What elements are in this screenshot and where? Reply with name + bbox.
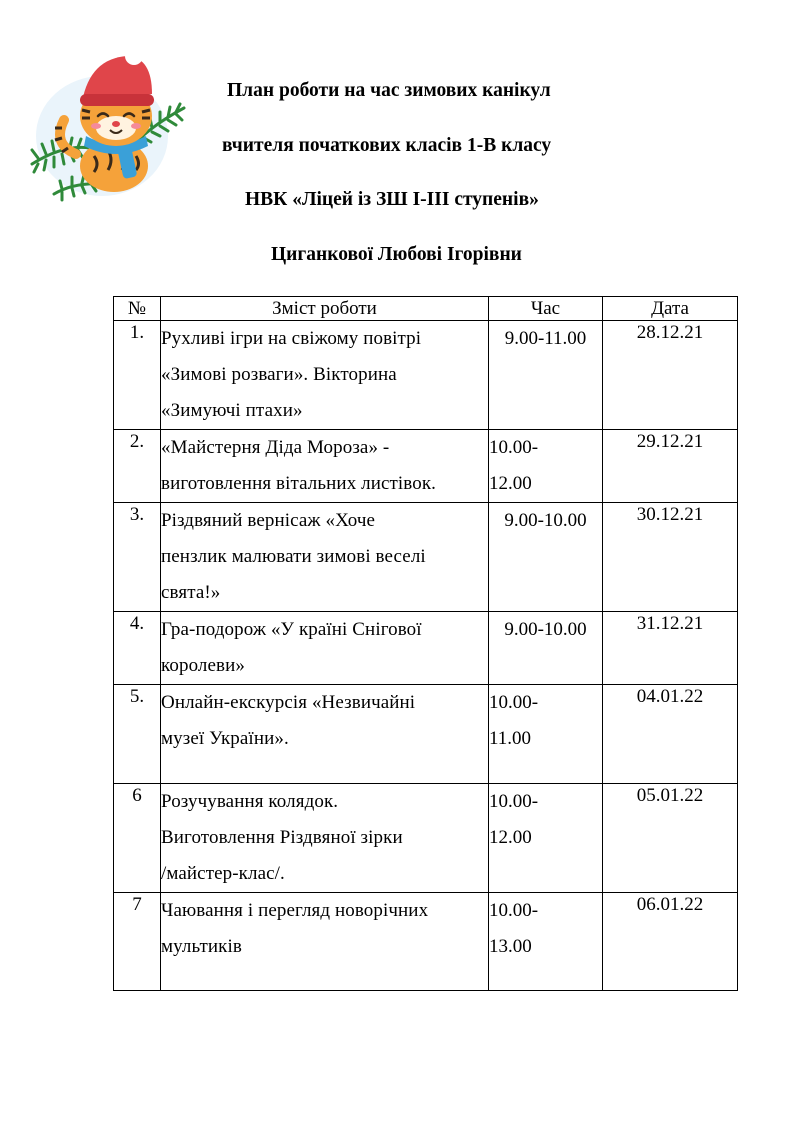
content-line: «Зимуючі птахи»	[161, 400, 303, 421]
time-line: 12.00	[489, 473, 532, 494]
content-line: Рухливі ігри на свіжому повітрі	[161, 328, 422, 349]
row-number: 5.	[114, 685, 161, 784]
row-number: 6	[114, 784, 161, 893]
time-line: 13.00	[489, 936, 532, 957]
header-date: Дата	[603, 297, 738, 321]
table-row	[114, 893, 738, 991]
content-line: мультиків	[161, 936, 242, 957]
time-line: 10.00-	[489, 692, 539, 713]
tiger-in-hat-with-fir-branches-icon	[24, 44, 194, 204]
table-row	[114, 784, 738, 893]
row-content	[161, 784, 489, 893]
content-line: свята!»	[161, 582, 221, 603]
row-number: 1.	[114, 321, 161, 430]
content-line: «Майстерня Діда Мороза» -	[161, 437, 390, 458]
row-date: 28.12.21	[603, 321, 738, 430]
content-line: /майстер-клас/.	[161, 863, 285, 884]
row-number: 7	[114, 893, 161, 991]
row-date: 06.01.22	[603, 893, 738, 991]
row-date: 31.12.21	[603, 612, 738, 685]
table-row	[114, 321, 738, 430]
content-line: виготовлення вітальних листівок.	[161, 473, 437, 494]
content-line: музеї України».	[161, 728, 289, 749]
time-line: 11.00	[489, 728, 532, 749]
work-plan-table	[113, 296, 738, 991]
row-time	[489, 893, 603, 991]
content-line: Різдвяний вернісаж «Хоче	[161, 510, 376, 531]
header-number: №	[114, 297, 161, 321]
row-content	[161, 685, 489, 784]
content-line: «Зимові розваги». Вікторина	[161, 364, 397, 385]
row-content	[161, 430, 489, 503]
row-content	[161, 893, 489, 991]
row-time	[489, 612, 603, 685]
time-line: 10.00-	[489, 791, 539, 812]
row-date: 04.01.22	[603, 685, 738, 784]
row-number: 2.	[114, 430, 161, 503]
tiger-logo	[24, 44, 194, 204]
heading-line-3: НВК «Ліцей із ЗШ І-ІІІ ступенів»	[245, 189, 539, 210]
row-content	[161, 612, 489, 685]
time-line: 12.00	[489, 827, 532, 848]
table-row	[114, 430, 738, 503]
heading-line-1: План роботи на час зимових канікул	[227, 80, 551, 101]
content-line: королеви»	[161, 655, 245, 676]
content-line: Виготовлення Різдвяної зірки	[161, 827, 403, 848]
row-time	[489, 503, 603, 612]
row-content	[161, 503, 489, 612]
heading-line-2: вчителя початкових класів 1-В класу	[222, 135, 552, 156]
time-line: 9.00-11.00	[504, 328, 587, 349]
row-content	[161, 321, 489, 430]
time-line: 10.00-	[489, 900, 539, 921]
row-time	[489, 784, 603, 893]
content-line: Розучування колядок.	[161, 791, 339, 812]
row-time	[489, 430, 603, 503]
content-line: Чаювання і перегляд новорічних	[161, 900, 429, 921]
content-line: Онлайн-екскурсія «Незвичайні	[161, 692, 416, 713]
row-date: 30.12.21	[603, 503, 738, 612]
row-date: 29.12.21	[603, 430, 738, 503]
row-number: 3.	[114, 503, 161, 612]
content-line: Гра-подорож «У країні Снігової	[161, 619, 422, 640]
header-time: Час	[489, 297, 603, 321]
table-header-row	[114, 297, 738, 321]
table-row	[114, 685, 738, 784]
table-row	[114, 612, 738, 685]
heading-line-4: Циганкової Любові Ігорівни	[271, 244, 522, 265]
row-number: 4.	[114, 612, 161, 685]
row-date: 05.01.22	[603, 784, 738, 893]
time-line: 9.00-10.00	[504, 619, 587, 640]
row-time	[489, 321, 603, 430]
header-content: Зміст роботи	[161, 297, 489, 321]
time-line: 10.00-	[489, 437, 539, 458]
table-row	[114, 503, 738, 612]
row-time	[489, 685, 603, 784]
time-line: 9.00-10.00	[504, 510, 587, 531]
content-line: пензлик малювати зимові веселі	[161, 546, 426, 567]
